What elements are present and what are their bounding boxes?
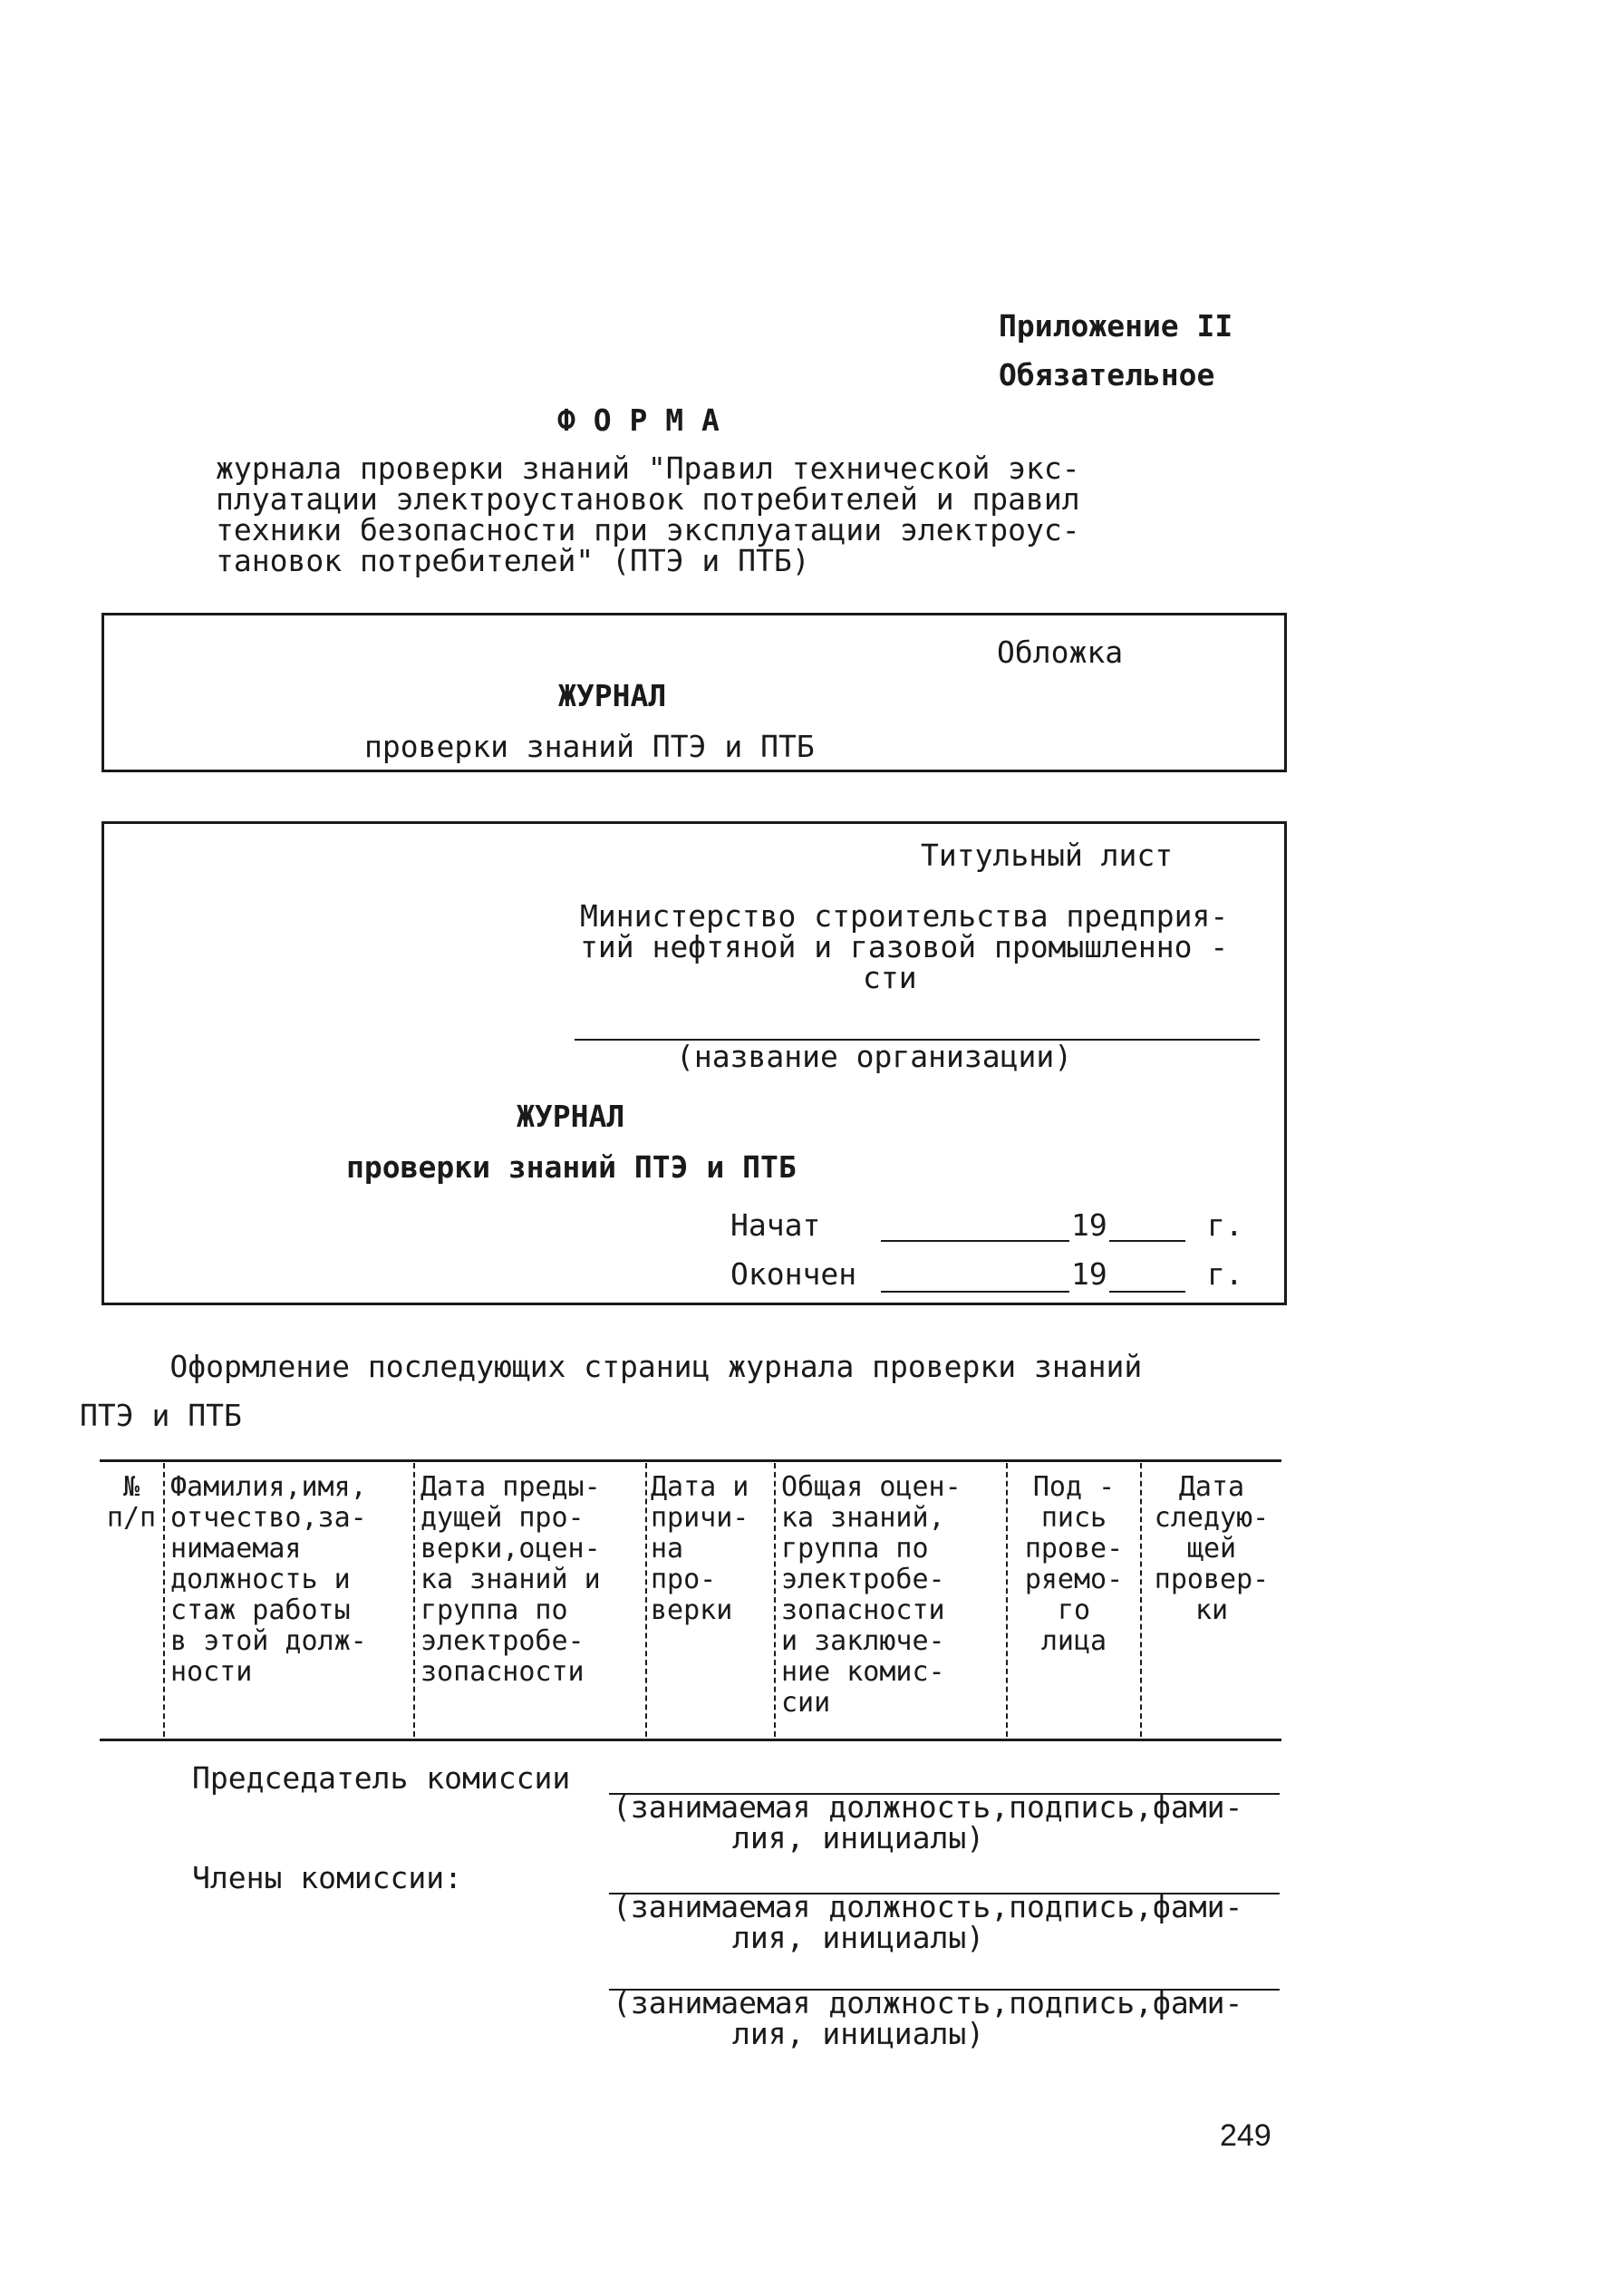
- org-caption: (название организации): [676, 1039, 1073, 1074]
- signature-caption-line1: (занимаемая должность,подпись,фами-: [613, 1789, 1243, 1825]
- table-column-divider: [413, 1463, 415, 1737]
- appendix-label: Приложение II: [999, 308, 1233, 344]
- signature-caption-line2: лия, инициалы): [732, 1920, 985, 1955]
- started-year-suffix: г.: [1207, 1207, 1243, 1243]
- pages-intro-line: Оформление последующих страниц журнала проверки знаний: [80, 1349, 1143, 1384]
- table-header-number: № п/п: [106, 1471, 157, 1534]
- table-column-divider: [774, 1463, 776, 1737]
- started-year-prefix: 19: [1071, 1207, 1107, 1243]
- cover-label: Обложка: [997, 635, 1124, 670]
- started-date-line: [881, 1240, 1069, 1242]
- signature-caption-line2: лия, инициалы): [732, 2016, 985, 2051]
- table-header-check-date: Дата и причи- на про- верки: [651, 1471, 749, 1626]
- signature-caption-line2: лия, инициалы): [732, 1820, 985, 1856]
- title-page-subheading: проверки знаний ПТЭ и ПТБ: [346, 1149, 797, 1185]
- table-bottom-rule: [100, 1739, 1281, 1741]
- table-header-assessment: Общая оцен- ка знаний, группа по электробе- зопасности и заключе- ние комис- сии: [781, 1471, 962, 1719]
- subtitle-line: тановок потребителей" (ПТЭ и ПТБ): [216, 543, 810, 578]
- table-header-next-check: Дата следую- щей провер- ки: [1154, 1471, 1270, 1626]
- table-header-previous-check: Дата преды- дущей про- верки,оцен- ка знаний и группа по электробе- зопасности: [420, 1471, 601, 1688]
- title-page-label: Титульный лист: [921, 838, 1174, 873]
- cover-heading: ЖУРНАЛ: [558, 678, 667, 713]
- ended-date-line: [881, 1291, 1069, 1293]
- ended-year-suffix: г.: [1207, 1256, 1243, 1292]
- subtitle-line: журнала проверки знаний "Правил технической экс-: [216, 451, 1080, 486]
- commission-members-label: Члены комиссии:: [192, 1860, 463, 1895]
- title-page-heading: ЖУРНАЛ: [517, 1099, 625, 1134]
- ministry-line: тий нефтяной и газовой промышленно -: [580, 929, 1229, 964]
- table-column-divider: [163, 1463, 165, 1737]
- started-year-line: [1109, 1240, 1185, 1242]
- subtitle-line: плуатации электроустановок потребителей и правил: [216, 481, 1080, 517]
- ended-year-prefix: 19: [1071, 1256, 1107, 1292]
- ministry-line: сти: [863, 960, 917, 995]
- table-top-rule: [100, 1459, 1281, 1462]
- appendix-status: Обязательное: [999, 357, 1215, 392]
- table-column-divider: [1006, 1463, 1008, 1737]
- signature-caption-line1: (занимаемая должность,подпись,фами-: [613, 1985, 1243, 2020]
- table-column-divider: [645, 1463, 647, 1737]
- ended-year-line: [1109, 1291, 1185, 1293]
- pages-intro-line: ПТЭ и ПТБ: [80, 1398, 242, 1433]
- cover-subheading: проверки знаний ПТЭ и ПТБ: [364, 729, 815, 764]
- ministry-block: [580, 898, 1229, 995]
- signature-caption-line1: (занимаемая должность,подпись,фами-: [613, 1889, 1243, 1924]
- subtitle-line: техники безопасности при эксплуатации электроус-: [216, 512, 1080, 547]
- ministry-line: Министерство строительства предприя-: [580, 898, 1229, 934]
- page-number: 249: [1220, 2118, 1271, 2153]
- table-header-name: Фамилия,имя, отчество,за- нимаемая должность и стаж работы в этой долж- ности: [170, 1471, 367, 1688]
- started-label: Начат: [730, 1207, 821, 1243]
- table-column-divider: [1140, 1463, 1142, 1737]
- form-title: Ф О Р М А: [557, 402, 720, 438]
- ended-label: Окончен: [730, 1256, 857, 1292]
- table-header-signature: Под - пись прове- ряемо- го лица: [1024, 1471, 1124, 1657]
- commission-chair-label: Председатель комиссии: [192, 1760, 571, 1796]
- form-subtitle: [216, 453, 1080, 577]
